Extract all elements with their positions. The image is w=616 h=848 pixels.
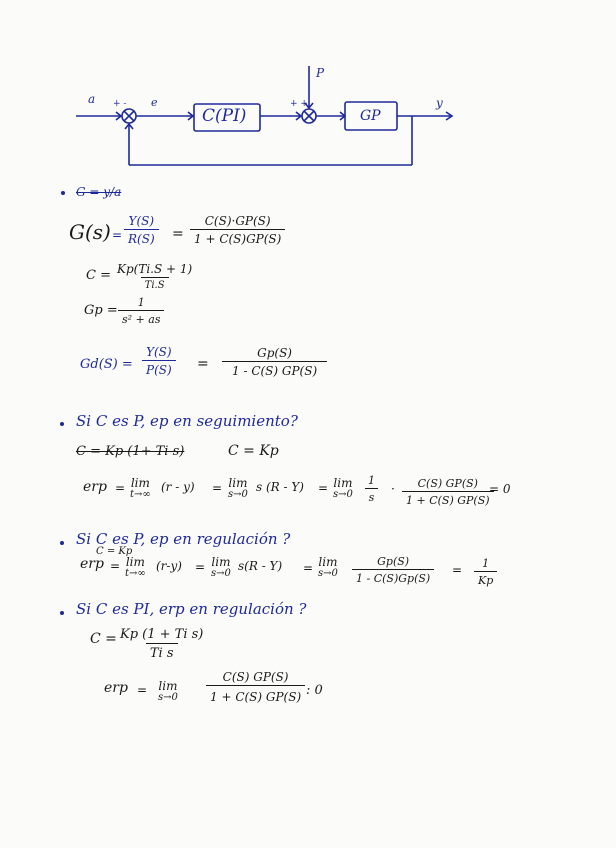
lim-text: lim bbox=[333, 476, 353, 490]
bullet bbox=[61, 191, 65, 195]
gd-rhs-den: 1 - C(S) GP(S) bbox=[222, 361, 327, 378]
lim-sub: t→∞ bbox=[130, 488, 151, 500]
sum1-signs: + - bbox=[113, 99, 127, 109]
section3-erp: erp bbox=[80, 556, 104, 572]
section2-c-eq: C = Kp bbox=[228, 443, 279, 459]
section2-lim-s1 bbox=[228, 477, 248, 500]
gd-rhs-num: Gp(S) bbox=[257, 346, 292, 360]
section3-term1: (r-y) bbox=[156, 559, 182, 573]
section4-c-lhs: C = bbox=[90, 631, 117, 647]
lim-sub: s→0 bbox=[333, 488, 353, 500]
multiply-dot: · bbox=[391, 482, 395, 496]
section2-lim-t bbox=[130, 477, 151, 500]
section3-eq4: = bbox=[452, 563, 463, 577]
section4-eq: = bbox=[137, 683, 148, 697]
g-rhs-fraction bbox=[190, 214, 285, 246]
c-den: Ti.S bbox=[141, 277, 169, 291]
section3-lim-t bbox=[125, 556, 146, 579]
result-den: Kp bbox=[474, 571, 497, 587]
disturbance-label: P bbox=[316, 66, 325, 80]
section3-sub: C = Kp bbox=[96, 546, 133, 557]
frac-den: 1 + C(S) GP(S) bbox=[402, 491, 494, 507]
gd-mid-den: P(S) bbox=[142, 360, 176, 377]
error-label: e bbox=[151, 96, 158, 109]
section2-term2: s (R - Y) bbox=[256, 480, 304, 494]
section2-eq1: = bbox=[115, 481, 126, 495]
c-lhs: C = bbox=[86, 268, 111, 283]
frac-den: 1 - C(S)Gp(S) bbox=[352, 569, 434, 585]
section2-question: Si C es P, ep en seguimiento? bbox=[76, 412, 298, 430]
section4-c-fraction bbox=[116, 627, 207, 661]
section3-result bbox=[474, 557, 497, 587]
section2-eq2: = bbox=[212, 481, 223, 495]
c-num: Kp(Ti.S + 1) bbox=[117, 262, 193, 276]
g-rhs-den: 1 + C(S)GP(S) bbox=[190, 229, 285, 246]
lim-text: lim bbox=[228, 476, 248, 490]
section1-header: G = y/a bbox=[76, 185, 122, 199]
section2-frac-1-s bbox=[364, 474, 379, 504]
section3-term2: s(R - Y) bbox=[238, 559, 283, 573]
section4-question: Si C es PI, erp en regulación ? bbox=[76, 600, 307, 618]
g-rhs-num: C(S)·GP(S) bbox=[204, 214, 271, 228]
gd-mid-fraction bbox=[142, 345, 176, 377]
bullet bbox=[60, 611, 64, 615]
section4-result: : 0 bbox=[306, 683, 323, 698]
section4-lim-s bbox=[158, 680, 178, 703]
gp-den: s² + as bbox=[118, 310, 164, 326]
result-num: 1 bbox=[482, 557, 490, 570]
g-equals: = bbox=[172, 226, 184, 242]
section2-eq3: = bbox=[318, 481, 329, 495]
gd-equals: = bbox=[197, 356, 209, 372]
lim-text: lim bbox=[130, 476, 150, 490]
frac-num: C(S) GP(S) bbox=[417, 477, 478, 490]
equals-sign: = bbox=[112, 228, 123, 242]
section2-result: = 0 bbox=[489, 482, 511, 496]
section3-lim-s1 bbox=[211, 556, 231, 579]
g-lhs: G(s) bbox=[69, 220, 111, 244]
lim-text: lim bbox=[318, 555, 338, 569]
g-mid-den: R(S) bbox=[124, 229, 159, 246]
frac-num: Gp(S) bbox=[377, 555, 410, 568]
section4-frac-main bbox=[206, 670, 305, 704]
frac-den: s bbox=[365, 488, 379, 504]
g-mid-num: Y(S) bbox=[128, 214, 155, 228]
gp-lhs: Gp = bbox=[84, 303, 118, 318]
section2-erp: erp bbox=[83, 479, 107, 495]
lim-sub: s→0 bbox=[158, 691, 178, 703]
section2-frac-main bbox=[402, 477, 494, 507]
c-fraction bbox=[113, 262, 196, 291]
frac-num: 1 bbox=[368, 474, 375, 487]
plant-block-label: GP bbox=[360, 108, 381, 124]
section3-eq1: = bbox=[110, 559, 121, 573]
section3-question: Si C es P, ep en regulación ? bbox=[76, 530, 291, 548]
section2-lim-s2 bbox=[333, 477, 353, 500]
gd-rhs-fraction bbox=[222, 346, 327, 378]
lim-sub: s→0 bbox=[228, 488, 248, 500]
output-label: y bbox=[436, 96, 443, 110]
lim-sub: s→0 bbox=[318, 567, 338, 579]
controller-block-label: C(PI) bbox=[202, 106, 247, 126]
lim-sub: t→∞ bbox=[125, 567, 146, 579]
gp-fraction bbox=[118, 296, 164, 326]
section2-term1: (r - y) bbox=[161, 480, 195, 494]
lim-text: lim bbox=[125, 555, 145, 569]
gp-num: 1 bbox=[137, 296, 145, 309]
c-den: Ti s bbox=[146, 643, 178, 661]
bullet bbox=[60, 422, 64, 426]
section3-lim-s2 bbox=[318, 556, 338, 579]
frac-den: 1 + C(S) GP(S) bbox=[206, 685, 305, 704]
input-label: a bbox=[88, 92, 96, 106]
c-num: Kp (1 + Ti s) bbox=[120, 627, 204, 642]
section3-eq3: = bbox=[303, 561, 314, 575]
lim-text: lim bbox=[158, 679, 178, 693]
bullet bbox=[60, 541, 64, 545]
section2-struck: C = Kp (1+ Ti s) bbox=[76, 444, 185, 459]
g-mid-fraction bbox=[124, 214, 159, 246]
frac-num: C(S) GP(S) bbox=[222, 670, 289, 684]
section3-frac-main bbox=[352, 555, 434, 585]
section4-erp: erp bbox=[104, 680, 128, 696]
gd-lhs: Gd(S) = bbox=[80, 357, 133, 372]
lim-text: lim bbox=[211, 555, 231, 569]
lim-sub: s→0 bbox=[211, 567, 231, 579]
gd-mid-num: Y(S) bbox=[146, 345, 172, 359]
sum2-signs: + + bbox=[290, 99, 308, 109]
section3-eq2: = bbox=[195, 560, 206, 574]
